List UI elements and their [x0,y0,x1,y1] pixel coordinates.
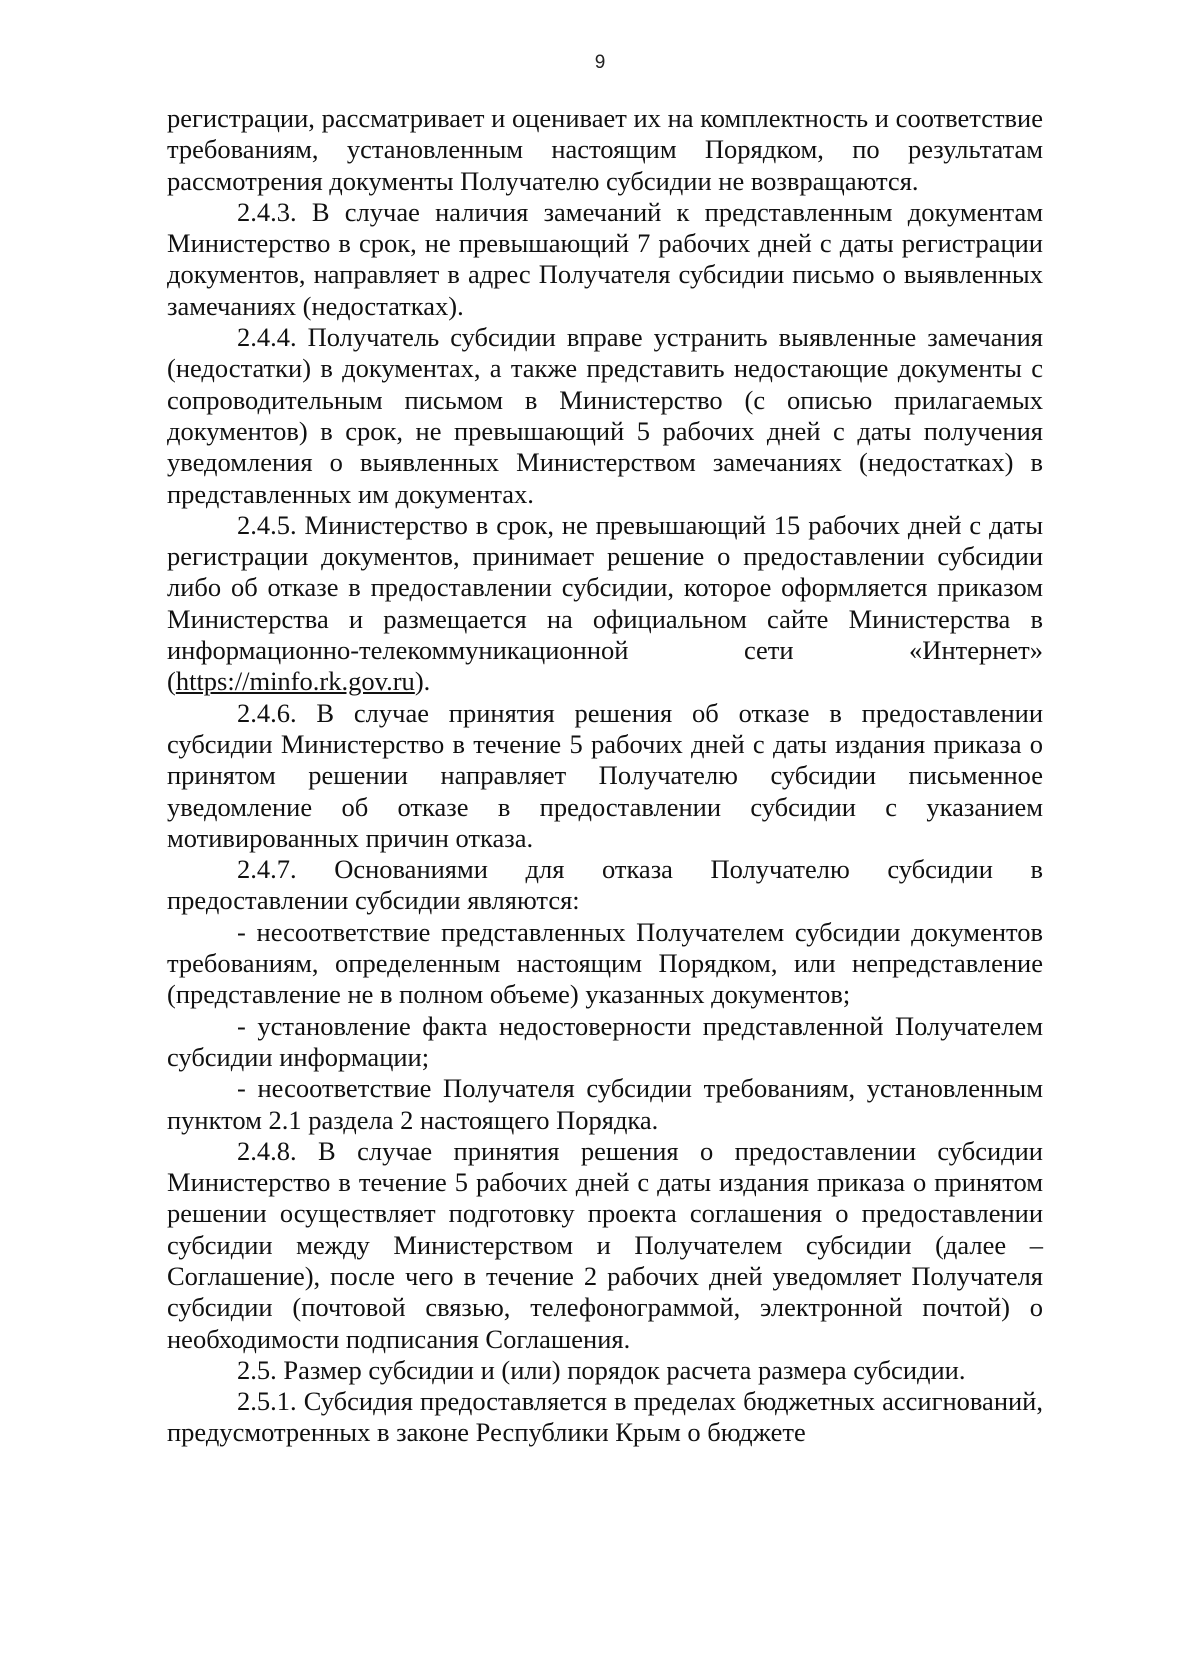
paragraph-text: 2.4.3. В случае наличия замечаний к представленным документам Министерство в срок, не превышающий 7 рабочих дней с даты регистрации документов, направляет в адрес Получателя субсидии письмо о выявленных замечаниях (недостатках). [167,196,1043,321]
paragraph [167,698,1043,854]
paragraph-text: - несоответствие Получателя субсидии требованиям, установленным пунктом 2.1 раздела 2 настоящего Порядка. [167,1073,1043,1135]
paragraph-text: 2.4.7. Основаниями для отказа Получателю субсидии в предоставлении субсидии являются: [167,854,1043,916]
paragraph-text: 2.4.4. Получатель субсидии вправе устранить выявленные замечания (недостатки) в документах, а также представить недостающие документы с сопроводительным письмом в Министерство (с описью прилагаемых документов) в срок, не превышающий 5 рабочих дней с даты получения уведомления о выявленных Министерством замечаниях (недостатках) в представленных им документах. [167,322,1043,509]
paragraph [167,197,1043,322]
paragraph-text: - установление факта недостоверности представленной Получателем субсидии информации; [167,1010,1043,1072]
paragraph [167,510,1043,698]
paragraph [167,1136,1043,1355]
website-link[interactable]: https://minfo.rk.gov.ru [175,666,415,697]
paragraph [167,322,1043,510]
paragraph [167,1011,1043,1074]
paragraph-text: - несоответствие представленных Получателем субсидии документов требованиям, определенным настоящим Порядком, или непредставление (представление не в полном объеме) указанных документов; [167,916,1043,1010]
paragraph [167,854,1043,917]
paragraph [167,1073,1043,1136]
paragraph-text: регистрации, рассматривает и оценивает их на комплектность и соответствие требованиям, установленным настоящим Порядком, по результатам рассмотрения документы Получателю субсидии не возвращаются. [167,103,1043,196]
paragraph [167,1355,1043,1386]
paragraph [167,1386,1043,1449]
paragraph-text: 2.4.5. Министерство в срок, не превышающий 15 рабочих дней с даты регистрации документов, принимает решение о предоставлении субсидии либо об отказе в предоставлении субсидии, которое оформляется приказом Министерства и размещается на официальном сайте Министерства в информационно-телекоммуникационной сети «Интернет» ( [167,509,1043,697]
page-number: 9 [594,52,606,73]
paragraph [167,917,1043,1011]
paragraph-text: 2.4.6. В случае принятия решения об отказе в предоставлении субсидии Министерство в течение 5 рабочих дней с даты издания приказа о принятом решении направляет Получателю субсидии письменное уведомление об отказе в предоставлении субсидии с указанием мотивированных причин отказа. [167,697,1043,853]
paragraph [167,103,1043,197]
paragraph-text: 2.5.1. Субсидия предоставляется в пределах бюджетных ассигнований, предусмотренных в законе Республики Крым о бюджете [167,1386,1043,1448]
paragraph-text: 2.4.8. В случае принятия решения о предоставлении субсидии Министерство в течение 5 рабочих дней с даты издания приказа о принятом решении осуществляет подготовку проекта соглашения о предоставлении субсидии между Министерством и Получателем субсидии (далее – Соглашение), после чего в течение 2 рабочих дней уведомляет Получателя субсидии (почтовой связью, телефонограммой, электронной почтой) о необходимости подписания Соглашения. [167,1135,1043,1354]
paragraph-text-tail: ). [414,666,431,697]
document-body [167,103,1043,1449]
paragraph-text: 2.5. Размер субсидии и (или) порядок расчета размера субсидии. [237,1354,966,1385]
